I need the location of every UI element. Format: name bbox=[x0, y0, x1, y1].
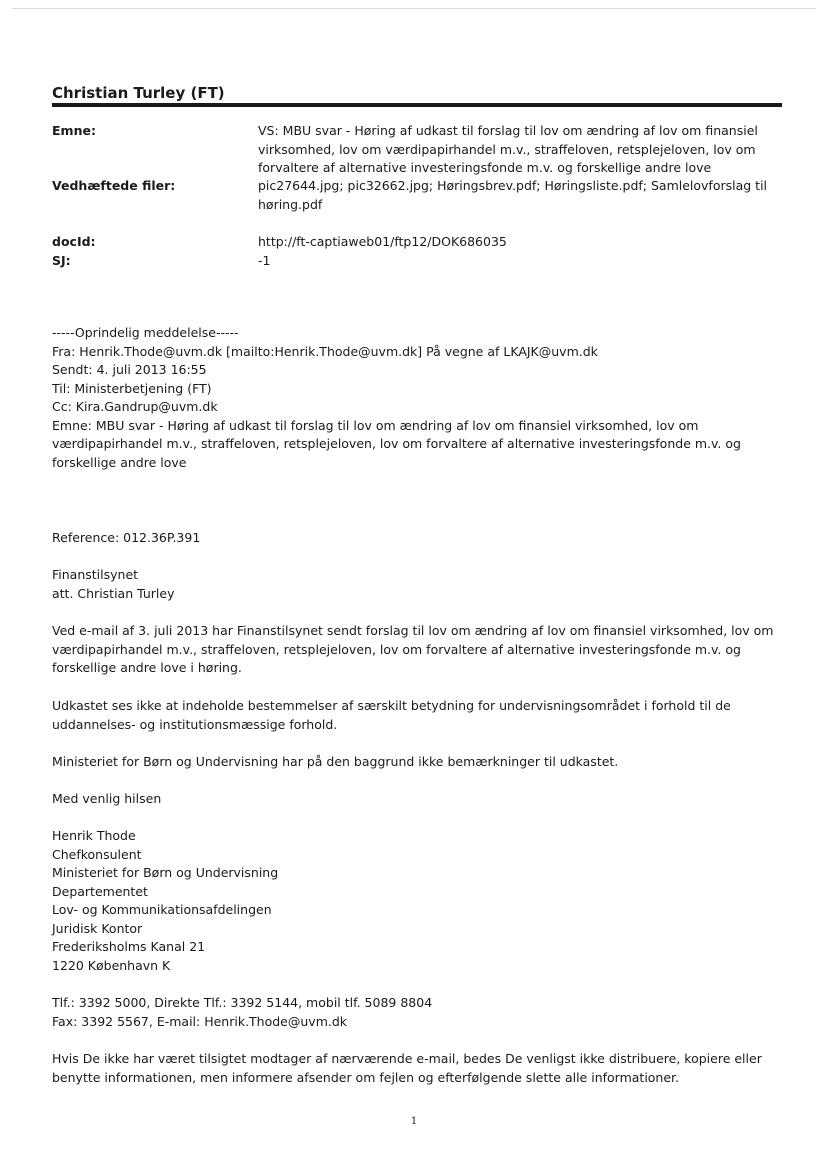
paragraph-2 bbox=[52, 697, 776, 734]
subject-line: VS: MBU svar - Høring af udkast til forslag til lov om ændring af lov om finansiel bbox=[258, 123, 758, 138]
original-message-sent: Sendt: 4. juli 2013 16:55 bbox=[52, 362, 207, 377]
attachments-line: pic27644.jpg; pic32662.jpg; Høringsbrev.pdf; Høringsliste.pdf; Samlelovforslag til bbox=[258, 178, 768, 193]
subject-line: forvaltere af alternative investeringsfonde m.v. og forskellige andre love bbox=[258, 160, 712, 175]
subject-line: virksomhed, lov om værdipapirhandel m.v., straffeloven, retsplejeloven, lov om bbox=[258, 141, 756, 157]
header-divider bbox=[52, 103, 782, 107]
signature-name: Henrik Thode bbox=[52, 828, 136, 843]
subject-value bbox=[258, 122, 778, 178]
contact-phone-line: Tlf.: 3392 5000, Direkte Tlf.: 3392 5144, mobil tlf. 5089 8804 bbox=[52, 995, 433, 1010]
paragraph-3: Ministeriet for Børn og Undervisning har på den baggrund ikke bemærkninger til udkastet. bbox=[52, 754, 619, 769]
recipient-block bbox=[52, 566, 776, 603]
sj-value: -1 bbox=[258, 253, 271, 268]
paragraph-line: forskellige andre love i høring. bbox=[52, 660, 242, 675]
signature-title: Chefkonsulent bbox=[52, 846, 142, 862]
signature-city: 1220 København K bbox=[52, 957, 171, 973]
recipient-line: Finanstilsynet bbox=[52, 567, 139, 582]
contact-block bbox=[52, 994, 776, 1031]
subject-label: Emne: bbox=[52, 123, 96, 138]
paragraph-line: Ved e-mail af 3. juli 2013 har Finanstilsynet sendt forslag til lov om ændring af lov om finansiel virksomhed, lov om bbox=[52, 623, 774, 638]
paragraph-line: uddannelses- og institutionsmæssige forhold. bbox=[52, 716, 338, 732]
disclaimer-line: benytte informationen, men informere afsender om fejlen og efterfølgende slette alle informationer. bbox=[52, 1069, 680, 1085]
original-message-to: Til: Ministerbetjening (FT) bbox=[52, 380, 212, 396]
page-number: 1 bbox=[410, 1116, 418, 1127]
original-message-separator: -----Oprindelig meddelelse----- bbox=[52, 325, 239, 340]
attachments-value bbox=[258, 177, 778, 214]
signature-ministry: Ministeriet for Børn og Undervisning bbox=[52, 865, 279, 880]
signature-office: Juridisk Kontor bbox=[52, 920, 143, 936]
disclaimer-line: Hvis De ikke har været tilsigtet modtager af nærværende e-mail, bedes De venligst ikke distribuere, kopiere eller bbox=[52, 1051, 762, 1066]
original-message-block bbox=[52, 324, 776, 472]
sender-name: Christian Turley (FT) bbox=[52, 84, 225, 102]
signature-street: Frederiksholms Kanal 21 bbox=[52, 939, 206, 954]
signature-division: Lov- og Kommunikationsafdelingen bbox=[52, 902, 272, 917]
attachments-line: høring.pdf bbox=[258, 196, 323, 212]
original-message-subject: Emne: MBU svar - Høring af udkast til forslag til lov om ændring af lov om finansiel virksomhed, lov om bbox=[52, 417, 699, 433]
docid-label: docId: bbox=[52, 234, 96, 249]
closing: Med venlig hilsen bbox=[52, 791, 162, 806]
paragraph-line: værdipapirhandel m.v., straffeloven, retsplejeloven, lov om forvaltere af alternative investeringsfonde m.v. og bbox=[52, 641, 741, 657]
docid-value: http://ft-captiaweb01/ftp12/DOK686035 bbox=[258, 234, 507, 249]
original-message-cc: Cc: Kira.Gandrup@uvm.dk bbox=[52, 399, 218, 414]
signature-block bbox=[52, 827, 776, 975]
sj-label: SJ: bbox=[52, 253, 71, 268]
disclaimer bbox=[52, 1050, 776, 1087]
original-message-subject: værdipapirhandel m.v., straffeloven, retsplejeloven, lov om forvaltere af alternative investeringsfonde m.v. og bbox=[52, 436, 741, 451]
paragraph-line: Udkastet ses ikke at indeholde bestemmelser af særskilt betydning for undervisningsområdet i forhold til de bbox=[52, 698, 731, 713]
contact-fax-email-line: Fax: 3392 5567, E-mail: Henrik.Thode@uvm.dk bbox=[52, 1013, 348, 1029]
signature-department: Departementet bbox=[52, 883, 148, 899]
attachments-label: Vedhæftede filer: bbox=[52, 178, 176, 193]
recipient-line: att. Christian Turley bbox=[52, 585, 175, 601]
original-message-from: Fra: Henrik.Thode@uvm.dk [mailto:Henrik.Thode@uvm.dk] På vegne af LKAJK@uvm.dk bbox=[52, 343, 598, 359]
original-message-subject: forskellige andre love bbox=[52, 454, 187, 470]
reference-line: Reference: 012.36P.391 bbox=[52, 530, 201, 545]
paragraph-1 bbox=[52, 622, 776, 678]
top-divider bbox=[12, 8, 816, 9]
